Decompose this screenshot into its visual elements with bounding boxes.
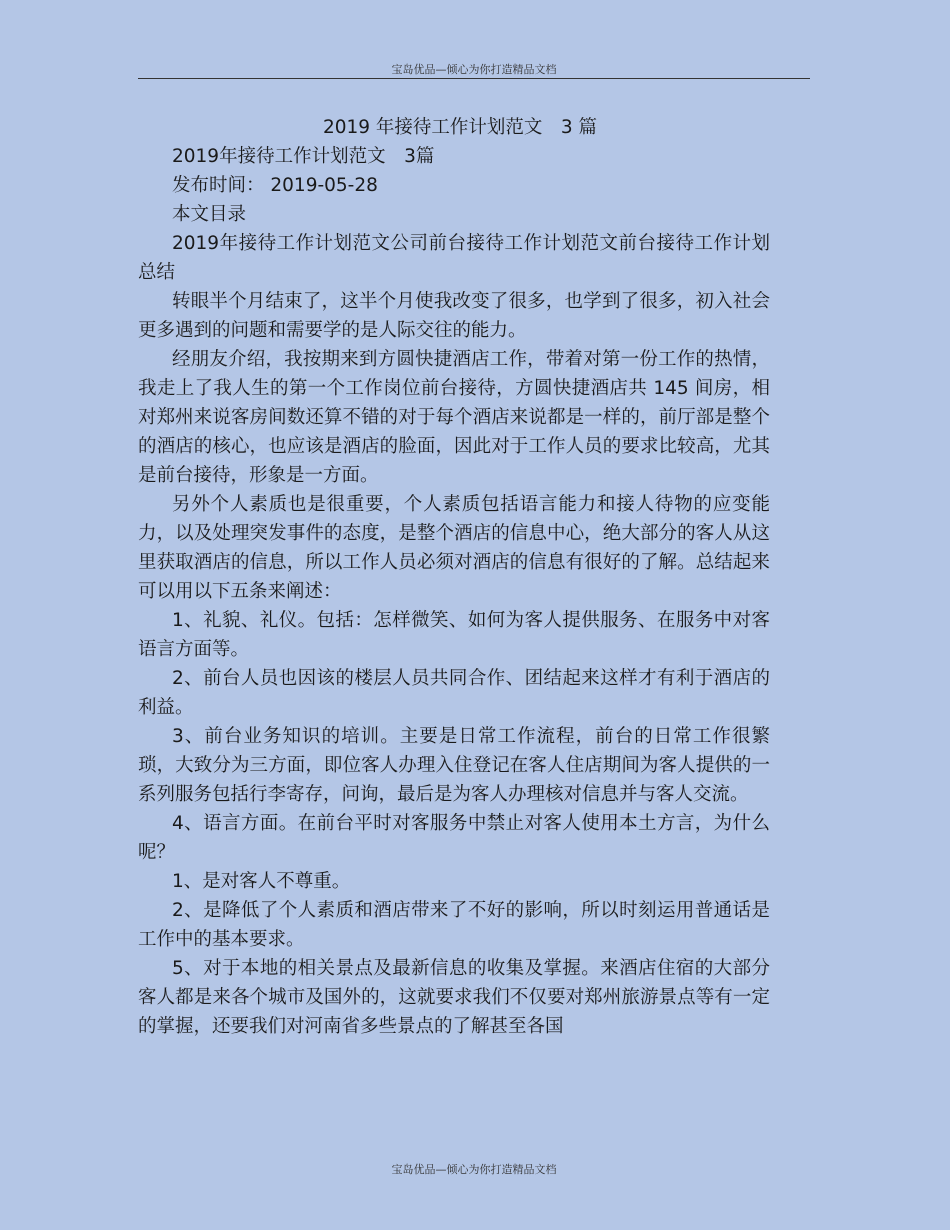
page-footer xyxy=(138,1158,810,1179)
document-title: 2019 年接待工作计划范文 3 篇 xyxy=(322,117,598,138)
paragraph: 经朋友介绍，我按期来到方圆快捷酒店工作，带着对第一份工作的热情，我走上了我人生的第一个工作岗位前台接待，方圆快捷酒店共 145 间房，相对郑州来说客房间数还算不错的对于每个酒店来说都是一样的，前厅部是整个的酒店的核心，也应该是酒店的脸面，因此对于工作人员的要求比较高，尤其是前台接待，形象是一方面。 xyxy=(138,349,770,486)
list-item: 3、前台业务知识的培训。主要是日常工作流程，前台的日常工作很繁琐，大致分为三方面，即位客人办理入住登记在客人住店期间为客人提供的一系列服务包括行李寄存，问询，最后是为客人办理核对信息并与客人交流。 xyxy=(138,726,770,805)
publish-date-line: 发布时间： 2019-05-28 xyxy=(172,175,378,196)
list-item: 1、礼貌、礼仪。包括：怎样微笑、如何为客人提供服务、在服务中对客语言方面等。 xyxy=(138,610,770,660)
sub-list-item: 2、是降低了个人素质和酒店带来了不好的影响，所以时刻运用普通话是工作中的基本要求。 xyxy=(138,900,770,950)
header-text: 宝岛优品—倾心为你打造精品文档 xyxy=(391,63,557,76)
page-header xyxy=(138,58,810,79)
paragraph: 另外个人素质也是很重要，个人素质包括语言能力和接人待物的应变能力，以及处理突发事件的态度，是整个酒店的信息中心，绝大部分的客人从这里获取酒店的信息，所以工作人员必须对酒店的信息有很好的了解。总结起来可以用以下五条来阐述： xyxy=(138,494,770,602)
list-item: 5、对于本地的相关景点及最新信息的收集及掌握。来酒店住宿的大部分客人都是来各个城市及国外的，这就要求我们不仅要对郑州旅游景点等有一定的掌握，还要我们对河南省多些景点的了解甚至各国 xyxy=(138,958,770,1037)
footer-text: 宝岛优品—倾心为你打造精品文档 xyxy=(391,1163,557,1176)
toc-paragraph: 2019年接待工作计划范文公司前台接待工作计划范文前台接待工作计划总结 xyxy=(138,233,770,283)
list-item: 4、语言方面。在前台平时对客服务中禁止对客人使用本土方言，为什么呢？ xyxy=(138,813,770,863)
paragraph: 转眼半个月结束了，这半个月使我改变了很多，也学到了很多，初入社会更多遇到的问题和需要学的是人际交往的能力。 xyxy=(138,291,770,341)
document-body xyxy=(138,113,770,1041)
subtitle-line: 2019年接待工作计划范文 3篇 xyxy=(172,146,435,167)
sub-list-item: 1、是对客人不尊重。 xyxy=(172,871,351,892)
list-item: 2、前台人员也因该的楼层人员共同合作、团结起来这样才有利于酒店的利益。 xyxy=(138,668,770,718)
toc-heading: 本文目录 xyxy=(172,204,247,225)
